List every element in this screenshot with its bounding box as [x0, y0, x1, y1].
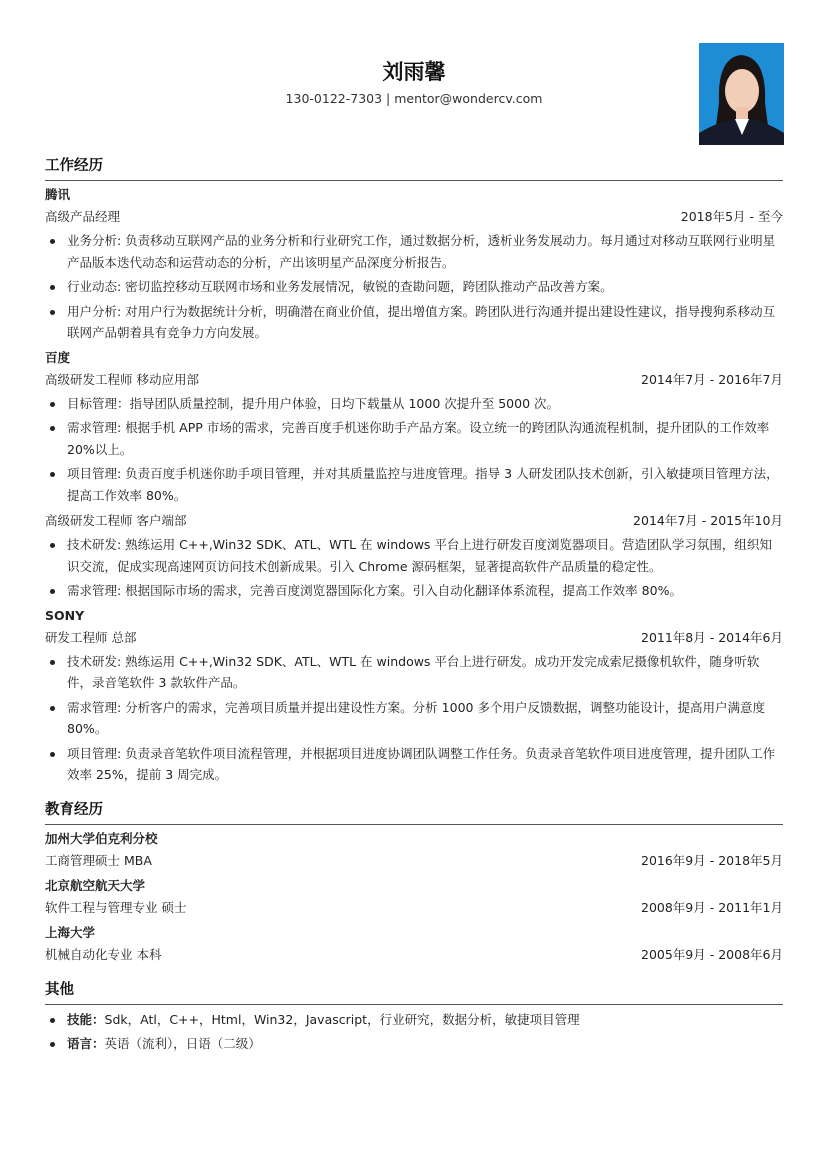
bullet-list	[45, 393, 783, 507]
bullet-item: 目标管理：指导团队质量控制，提升用户体验，日均下载量从 1000 次提升至 5000 次。	[45, 393, 783, 415]
school-name: 北京航空航天大学	[45, 877, 146, 893]
bullet-list	[45, 534, 783, 602]
section-title: 其他	[45, 980, 783, 1005]
bullet-item: 技术研发: 熟练运用 C++,Win32 SDK、ATL、WTL 在 windows 平台上进行研发百度浏览器项目。营造团队学习氛围，组织知识交流，促成实现高速网页访问技术创新成果。引入 Chrome 源码框架，显著提高软件产品质量的稳定性。	[45, 534, 783, 577]
role-date: 2014年7月 - 2016年7月	[641, 371, 783, 387]
profile-photo	[699, 43, 784, 145]
role-date: 2018年5月 - 至今	[680, 209, 783, 224]
role-row	[45, 626, 783, 649]
bullet-item: 需求管理: 根据国际市场的需求，完善百度浏览器国际化方案。引入自动化翻译体系流程，提高工作效率 80%。	[45, 580, 783, 602]
education-list	[45, 828, 783, 966]
contact-info: 130-0122-7303 | mentor@wondercv.com	[285, 91, 543, 106]
other-value: Sdk，Atl，C++，Html，Win32，Javascript，行业研究，数据分析，敏捷项目管理	[104, 1011, 580, 1027]
bullet-item: 需求管理: 根据手机 APP 市场的需求，完善百度手机迷你助手产品方案。设立统一的跨团队沟通流程机制，提升团队的工作效率 20%以上。	[45, 417, 783, 460]
school-name: 加州大学伯克利分校	[45, 830, 158, 846]
other-item	[45, 1033, 783, 1055]
education-date: 2008年9月 - 2011年1月	[641, 899, 783, 915]
role-row	[45, 368, 783, 391]
role-title: 高级产品经理	[45, 209, 121, 224]
education-date: 2016年9月 - 2018年5月	[641, 852, 783, 868]
bullet-list	[45, 230, 783, 344]
work-experience-section	[45, 156, 783, 786]
bullet-item: 项目管理: 负责录音笔软件项目流程管理，并根据项目进度协调团队调整工作任务。负责录音笔软件项目进度管理，提升团队工作效率 25%，提前 3 周完成。	[45, 743, 783, 786]
degree: 工商管理硕士 MBA	[45, 852, 152, 868]
bullet-item: 需求管理: 分析客户的需求，完善项目质量并提出建设性方案。分析 1000 多个用户反馈数据，调整功能设计，提高用户满意度 80%。	[45, 697, 783, 740]
company-name: SONY	[45, 607, 85, 623]
role-date: 2011年8月 - 2014年6月	[641, 629, 783, 645]
work-list	[45, 184, 783, 786]
role-title: 高级研发工程师 移动应用部	[45, 371, 199, 387]
resume-header	[45, 0, 783, 150]
role-date: 2014年7月 - 2015年10月	[633, 513, 783, 528]
section-title: 教育经历	[45, 800, 783, 825]
degree: 机械自动化专业 本科	[45, 946, 162, 962]
bullet-list	[45, 651, 783, 786]
role-title: 高级研发工程师 客户端部	[45, 513, 187, 528]
bullet-item: 技术研发: 熟练运用 C++,Win32 SDK、ATL、WTL 在 windows 平台上进行研发。成功开发完成索尼摄像机软件，随身听软件，录音笔软件 3 款软件产品。	[45, 651, 783, 694]
role-row	[45, 205, 783, 228]
bullet-item: 用户分析: 对用户行为数据统计分析，明确潜在商业价值，提出增值方案。跨团队进行沟通并提出建设性建议，指导搜狗系移动互联网产品朝着具有竞争力方向发展。	[45, 301, 783, 344]
degree-row	[45, 896, 783, 919]
section-title: 工作经历	[45, 156, 783, 181]
other-item	[45, 1009, 783, 1031]
company-name: 腾讯	[45, 187, 71, 202]
degree-row	[45, 943, 783, 966]
degree: 软件工程与管理专业 硕士	[45, 899, 187, 915]
education-date: 2005年9月 - 2008年6月	[641, 946, 783, 962]
other-section	[45, 980, 783, 1055]
role-row	[45, 509, 783, 532]
bullet-item: 项目管理: 负责百度手机迷你助手项目管理，并对其质量监控与进度管理。指导 3 人研发团队技术创新，引入敏捷项目管理方法，提高工作效率 80%。	[45, 463, 783, 506]
degree-row	[45, 849, 783, 872]
other-value: 英语（流利），日语（二级）	[104, 1036, 261, 1051]
resume-page	[45, 0, 783, 1058]
other-list	[45, 1009, 783, 1055]
role-title: 研发工程师 总部	[45, 629, 137, 645]
bullet-item: 业务分析: 负责移动互联网产品的业务分析和行业研究工作，通过数据分析，透析业务发展动力。每月通过对移动互联网行业明星产品版本迭代动态和运营动态的分析，产出该明星产品深度分析报告。	[45, 230, 783, 273]
school-name: 上海大学	[45, 924, 96, 940]
candidate-name: 刘雨馨	[382, 60, 446, 84]
education-section	[45, 800, 783, 966]
company-name: 百度	[45, 349, 71, 365]
other-label: 语言：	[67, 1036, 105, 1051]
bullet-item: 行业动态: 密切监控移动互联网市场和业务发展情况，敏锐的查勘问题，跨团队推动产品改善方案。	[45, 276, 783, 298]
other-label: 技能：	[67, 1011, 105, 1027]
